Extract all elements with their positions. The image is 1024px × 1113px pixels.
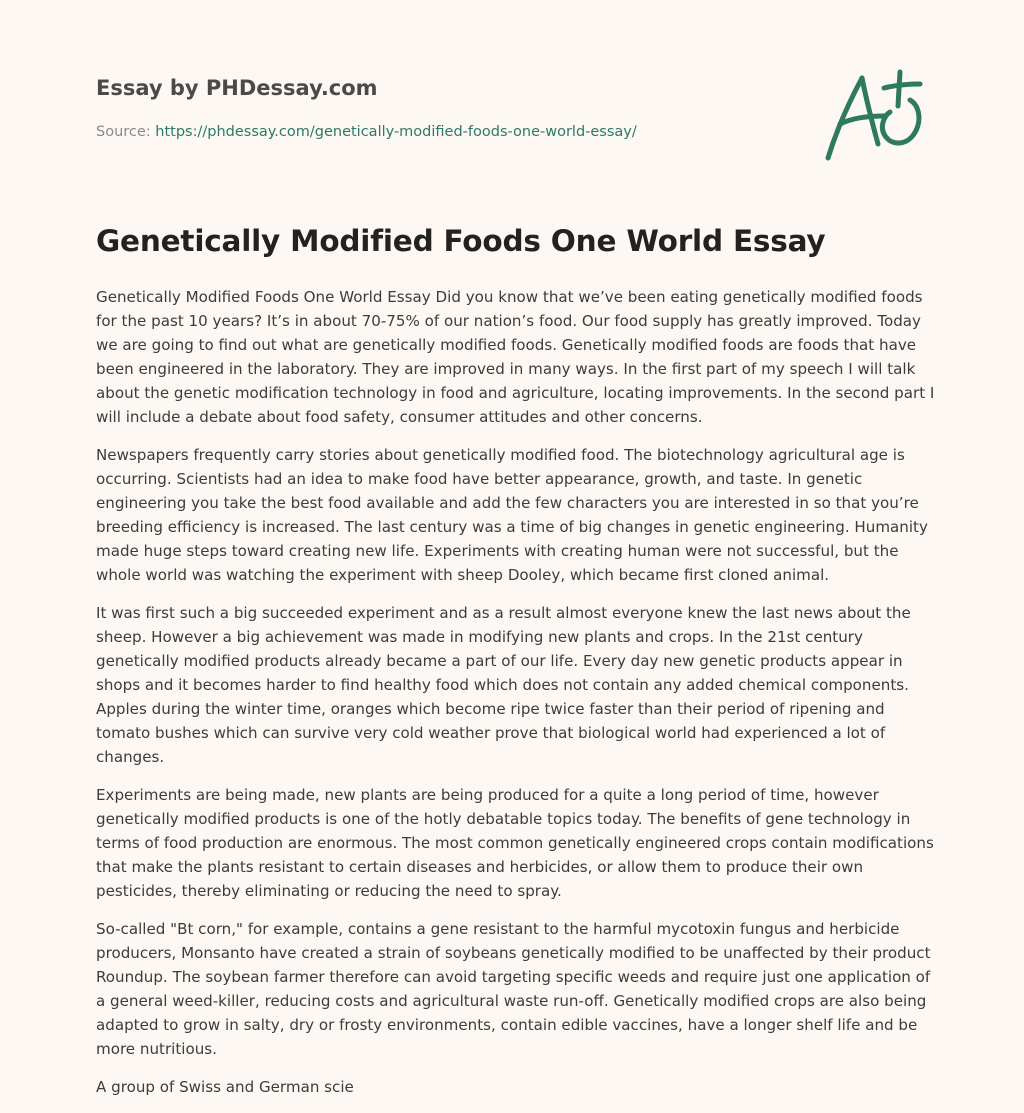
paragraph: Newspapers frequently carry stories about genetically modified food. The biotechnology agricultural age is occurring. Scientists had an idea to make food have better appearance, growth, and taste. In genetic engineering you take the best food available and add the few characters you are interested in so that you’re breeding efficiency is increased. The last century was a time of big changes in genetic engineering. Humanity made huge steps toward creating new life. Experiments with creating human were not successful, but the whole world was watching the experiment with sheep Dooley, which became first cloned animal.: [96, 446, 928, 584]
paragraph: So-called "Bt corn," for example, contains a gene resistant to the harmful mycotoxin fungus and herbicide producers, Monsanto have created a strain of soybeans genetically modified to be unaffected by their product Roundup. The soybean farmer therefore can avoid targeting specific weeds and require just one application of a general weed-killer, reducing costs and agricultural waste run-off. Genetically modified crops are also being adapted to grow in salty, dry or frosty environments, contain edible vaccines, have a longer shelf life and be more nutritious.: [96, 920, 931, 1058]
paragraph: Genetically Modified Foods One World Essay Did you know that we’ve been eating genetically modified foods for the past 10 years? It’s in about 70-75% of our nation’s food. Our food supply has greatly improved. Today we are going to find out what are genetically modified foods. Genetically modified foods are foods that have been engineered in the laboratory. They are improved in many ways. In the first part of my speech I will talk about the genetic modification technology in food and agriculture, locating improvements. In the second part I will include a debate about food safety, consumer attitudes and other concerns.: [96, 288, 935, 426]
a-plus-logo-icon: [818, 66, 928, 166]
essay-body: [96, 285, 936, 1113]
source-label: Source:: [96, 124, 151, 140]
page-header: [0, 0, 1024, 200]
essay-title: Genetically Modified Foods One World Essay: [96, 224, 826, 258]
source-link[interactable]: https://phdessay.com/genetically-modified-foods-one-world-essay/: [155, 124, 637, 140]
source-line: [96, 124, 637, 140]
site-brand: Essay by PHDessay.com: [96, 76, 378, 100]
paragraph: It was first such a big succeeded experiment and as a result almost everyone knew the last news about the sheep. However a big achievement was made in modifying new plants and crops. In the 21st century genetically modified products already became a part of our life. Every day new genetic products appear in shops and it becomes harder to find healthy food which does not contain any added chemical components. Apples during the winter time, oranges which become ripe twice faster than their period of ripening and tomato bushes which can survive very cold weather prove that biological world had experienced a lot of changes.: [96, 604, 911, 766]
paragraph: A group of Swiss and German scie: [96, 1078, 354, 1096]
paragraph: Experiments are being made, new plants are being produced for a quite a long period of time, however genetically modified products is one of the hotly debatable topics today. The benefits of gene technology in terms of food production are enormous. The most common genetically engineered crops contain modifications that make the plants resistant to certain diseases and herbicides, or allow them to produce their own pesticides, thereby eliminating or reducing the need to spray.: [96, 786, 934, 900]
